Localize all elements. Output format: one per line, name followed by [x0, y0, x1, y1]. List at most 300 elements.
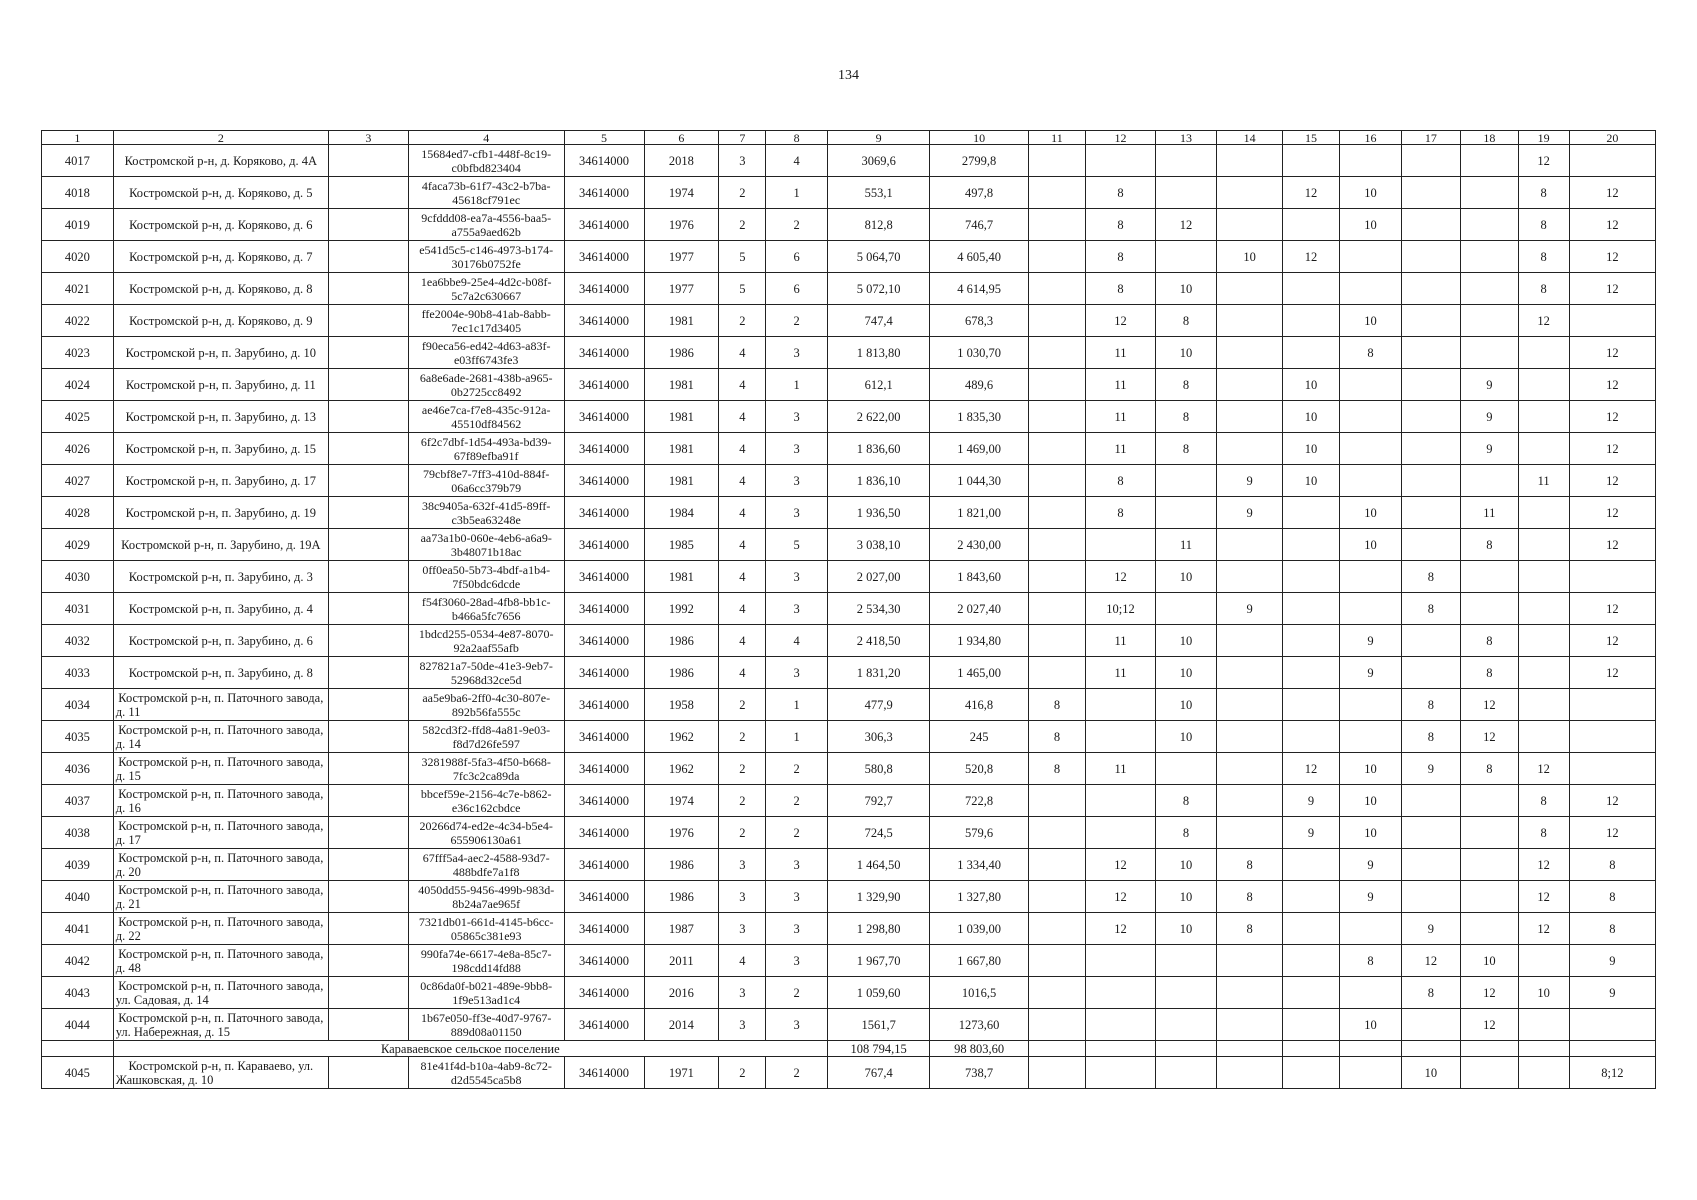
- year-cell: 1981: [644, 369, 719, 401]
- oktmo-cell: 34614000: [564, 881, 644, 913]
- guid-cell: ae46e7ca-f7e8-435c-912a-45510df84562: [408, 401, 564, 433]
- column-15-cell: [1282, 1057, 1339, 1089]
- column-12-cell: 11: [1086, 401, 1156, 433]
- column-7-cell: 4: [719, 945, 766, 977]
- column-19-cell: 10: [1518, 977, 1569, 1009]
- address-cell: Костромской р-н, д. Коряково, д. 5: [113, 177, 328, 209]
- column-header: 16: [1340, 131, 1401, 145]
- column-12-cell: [1086, 1057, 1156, 1089]
- column-16-cell: [1340, 401, 1401, 433]
- column-3-cell: [328, 881, 408, 913]
- column-17-cell: [1401, 337, 1460, 369]
- year-cell: 2018: [644, 145, 719, 177]
- year-cell: 1958: [644, 689, 719, 721]
- year-cell: 1985: [644, 529, 719, 561]
- living-area-cell: 722,8: [930, 785, 1028, 817]
- column-8-cell: 3: [766, 657, 827, 689]
- row-number: 4028: [42, 497, 114, 529]
- column-19-cell: [1518, 401, 1569, 433]
- row-number: 4039: [42, 849, 114, 881]
- column-20-cell: 12: [1569, 785, 1655, 817]
- column-15-cell: [1282, 945, 1339, 977]
- address-cell: Костромской р-н, п. Зарубино, д. 4: [113, 593, 328, 625]
- oktmo-cell: 34614000: [564, 561, 644, 593]
- column-8-cell: 3: [766, 401, 827, 433]
- empty-cell: [42, 1041, 114, 1057]
- living-area-cell: 245: [930, 721, 1028, 753]
- column-12-cell: 10;12: [1086, 593, 1156, 625]
- year-cell: 1977: [644, 241, 719, 273]
- column-11-cell: 8: [1028, 721, 1085, 753]
- total-area-cell: 553,1: [827, 177, 929, 209]
- column-12-cell: 11: [1086, 337, 1156, 369]
- column-13-cell: 8: [1155, 785, 1216, 817]
- column-11-cell: [1028, 913, 1085, 945]
- year-cell: 1986: [644, 657, 719, 689]
- column-17-cell: [1401, 497, 1460, 529]
- total-area-cell: 1 836,10: [827, 465, 929, 497]
- table-row: [42, 177, 1656, 209]
- column-16-cell: 8: [1340, 945, 1401, 977]
- oktmo-cell: 34614000: [564, 273, 644, 305]
- column-14-cell: [1217, 209, 1283, 241]
- guid-cell: 6f2c7dbf-1d54-493a-bd39-67f89efba91f: [408, 433, 564, 465]
- column-11-cell: [1028, 401, 1085, 433]
- column-8-cell: 4: [766, 145, 827, 177]
- guid-cell: e541d5c5-c146-4973-b174-30176b0752fe: [408, 241, 564, 273]
- column-3-cell: [328, 465, 408, 497]
- column-20-cell: 9: [1569, 977, 1655, 1009]
- column-13-cell: [1155, 1057, 1216, 1089]
- column-12-cell: 12: [1086, 913, 1156, 945]
- column-18-cell: [1461, 465, 1518, 497]
- column-12-cell: [1086, 817, 1156, 849]
- total-area-cell: 1 329,90: [827, 881, 929, 913]
- empty-cell: [1401, 1041, 1460, 1057]
- column-20-cell: 12: [1569, 529, 1655, 561]
- column-15-cell: [1282, 913, 1339, 945]
- column-17-cell: 8: [1401, 593, 1460, 625]
- column-16-cell: [1340, 977, 1401, 1009]
- column-header: 9: [827, 131, 929, 145]
- empty-cell: [1282, 1041, 1339, 1057]
- address-cell: Костромской р-н, д. Коряково, д. 9: [113, 305, 328, 337]
- oktmo-cell: 34614000: [564, 689, 644, 721]
- column-11-cell: [1028, 817, 1085, 849]
- row-number: 4035: [42, 721, 114, 753]
- column-8-cell: 3: [766, 593, 827, 625]
- column-7-cell: 2: [719, 305, 766, 337]
- living-area-cell: 497,8: [930, 177, 1028, 209]
- address-cell: Костромской р-н, п. Зарубино, д. 8: [113, 657, 328, 689]
- column-18-cell: 10: [1461, 945, 1518, 977]
- column-16-cell: 10: [1340, 305, 1401, 337]
- oktmo-cell: 34614000: [564, 657, 644, 689]
- column-20-cell: [1569, 305, 1655, 337]
- year-cell: 1986: [644, 881, 719, 913]
- total-area-cell: 1 836,60: [827, 433, 929, 465]
- column-14-cell: 8: [1217, 881, 1283, 913]
- column-20-cell: [1569, 753, 1655, 785]
- column-18-cell: [1461, 177, 1518, 209]
- column-11-cell: 8: [1028, 689, 1085, 721]
- oktmo-cell: 34614000: [564, 913, 644, 945]
- column-3-cell: [328, 369, 408, 401]
- table-row: [42, 785, 1656, 817]
- column-14-cell: 8: [1217, 849, 1283, 881]
- column-16-cell: [1340, 465, 1401, 497]
- living-area-cell: 1 843,60: [930, 561, 1028, 593]
- column-16-cell: 9: [1340, 881, 1401, 913]
- living-area-cell: 1 835,30: [930, 401, 1028, 433]
- living-area-cell: 1 334,40: [930, 849, 1028, 881]
- table-row: [42, 1057, 1656, 1089]
- guid-cell: f90eca56-ed42-4d63-a83f-e03ff6743fe3: [408, 337, 564, 369]
- table-row: [42, 529, 1656, 561]
- column-14-cell: [1217, 977, 1283, 1009]
- row-number: 4032: [42, 625, 114, 657]
- column-7-cell: 4: [719, 625, 766, 657]
- column-11-cell: [1028, 465, 1085, 497]
- guid-cell: 582cd3f2-ffd8-4a81-9e03-f8d7d26fe597: [408, 721, 564, 753]
- column-20-cell: [1569, 721, 1655, 753]
- column-17-cell: [1401, 401, 1460, 433]
- living-area-cell: 1 030,70: [930, 337, 1028, 369]
- row-number: 4038: [42, 817, 114, 849]
- living-area-cell: 1 934,80: [930, 625, 1028, 657]
- column-19-cell: [1518, 337, 1569, 369]
- column-19-cell: [1518, 721, 1569, 753]
- column-7-cell: 3: [719, 881, 766, 913]
- living-area-cell: 489,6: [930, 369, 1028, 401]
- address-cell: Костромской р-н, п. Паточного завода, д. 20: [113, 849, 328, 881]
- column-14-cell: [1217, 945, 1283, 977]
- column-3-cell: [328, 689, 408, 721]
- column-16-cell: 10: [1340, 209, 1401, 241]
- column-8-cell: 2: [766, 817, 827, 849]
- column-header: 18: [1461, 131, 1518, 145]
- column-13-cell: 8: [1155, 817, 1216, 849]
- column-8-cell: 1: [766, 369, 827, 401]
- column-19-cell: 12: [1518, 913, 1569, 945]
- oktmo-cell: 34614000: [564, 177, 644, 209]
- row-number: 4025: [42, 401, 114, 433]
- table-row: [42, 913, 1656, 945]
- column-14-cell: [1217, 657, 1283, 689]
- column-14-cell: [1217, 689, 1283, 721]
- column-18-cell: 12: [1461, 977, 1518, 1009]
- oktmo-cell: 34614000: [564, 1009, 644, 1041]
- address-cell: Костромской р-н, п. Паточного завода, д. 21: [113, 881, 328, 913]
- column-16-cell: 10: [1340, 177, 1401, 209]
- column-18-cell: 8: [1461, 753, 1518, 785]
- column-19-cell: 11: [1518, 465, 1569, 497]
- column-3-cell: [328, 177, 408, 209]
- table-row: [42, 273, 1656, 305]
- column-15-cell: [1282, 1009, 1339, 1041]
- living-area-cell: 416,8: [930, 689, 1028, 721]
- column-15-cell: [1282, 625, 1339, 657]
- address-cell: Костромской р-н, п. Паточного завода, ул. Набережная, д. 15: [113, 1009, 328, 1041]
- table-row: [42, 561, 1656, 593]
- year-cell: 1986: [644, 849, 719, 881]
- row-number: 4034: [42, 689, 114, 721]
- column-13-cell: 10: [1155, 657, 1216, 689]
- column-14-cell: [1217, 529, 1283, 561]
- column-14-cell: [1217, 1057, 1283, 1089]
- column-14-cell: 9: [1217, 497, 1283, 529]
- guid-cell: 3281988f-5fa3-4f50-b668-7fc3c2ca89da: [408, 753, 564, 785]
- total-area-cell: 1 464,50: [827, 849, 929, 881]
- empty-cell: [1086, 1041, 1156, 1057]
- guid-cell: 7321db01-661d-4145-b6cc-05865c381e93: [408, 913, 564, 945]
- total-area-cell: 2 027,00: [827, 561, 929, 593]
- column-3-cell: [328, 337, 408, 369]
- living-area-cell: 1 044,30: [930, 465, 1028, 497]
- column-12-cell: 11: [1086, 625, 1156, 657]
- column-8-cell: 3: [766, 561, 827, 593]
- living-area-cell: 520,8: [930, 753, 1028, 785]
- column-20-cell: 12: [1569, 497, 1655, 529]
- total-area-cell: 724,5: [827, 817, 929, 849]
- year-cell: 1986: [644, 625, 719, 657]
- guid-cell: f54f3060-28ad-4fb8-bb1c-b466a5fc7656: [408, 593, 564, 625]
- column-15-cell: [1282, 145, 1339, 177]
- column-13-cell: 10: [1155, 881, 1216, 913]
- total-area-cell: 5 064,70: [827, 241, 929, 273]
- column-11-cell: [1028, 1009, 1085, 1041]
- column-14-cell: [1217, 785, 1283, 817]
- row-number: 4043: [42, 977, 114, 1009]
- column-17-cell: [1401, 369, 1460, 401]
- column-18-cell: 8: [1461, 529, 1518, 561]
- column-17-cell: [1401, 1009, 1460, 1041]
- total-area-cell: 2 418,50: [827, 625, 929, 657]
- column-14-cell: [1217, 433, 1283, 465]
- column-15-cell: [1282, 337, 1339, 369]
- oktmo-cell: 34614000: [564, 977, 644, 1009]
- column-7-cell: 5: [719, 241, 766, 273]
- settlement-total-area: 108 794,15: [827, 1041, 929, 1057]
- column-17-cell: 8: [1401, 561, 1460, 593]
- column-11-cell: [1028, 337, 1085, 369]
- column-14-cell: [1217, 561, 1283, 593]
- living-area-cell: 579,6: [930, 817, 1028, 849]
- column-3-cell: [328, 593, 408, 625]
- address-cell: Костромской р-н, п. Паточного завода, д. 16: [113, 785, 328, 817]
- guid-cell: 20266d74-ed2e-4c34-b5e4-655906130a61: [408, 817, 564, 849]
- column-13-cell: 10: [1155, 913, 1216, 945]
- column-20-cell: 8;12: [1569, 1057, 1655, 1089]
- column-15-cell: [1282, 561, 1339, 593]
- column-14-cell: [1217, 721, 1283, 753]
- column-16-cell: [1340, 561, 1401, 593]
- column-3-cell: [328, 625, 408, 657]
- column-header: 14: [1217, 131, 1283, 145]
- address-cell: Костромской р-н, п. Паточного завода, д. 48: [113, 945, 328, 977]
- column-15-cell: [1282, 689, 1339, 721]
- column-8-cell: 2: [766, 209, 827, 241]
- guid-cell: 4050dd55-9456-499b-983d-8b24a7ae965f: [408, 881, 564, 913]
- row-number: 4027: [42, 465, 114, 497]
- table-row: [42, 657, 1656, 689]
- column-17-cell: [1401, 209, 1460, 241]
- settlement-living-area: 98 803,60: [930, 1041, 1028, 1057]
- table-row: [42, 977, 1656, 1009]
- column-header: 10: [930, 131, 1028, 145]
- year-cell: 1981: [644, 561, 719, 593]
- oktmo-cell: 34614000: [564, 721, 644, 753]
- column-11-cell: [1028, 785, 1085, 817]
- oktmo-cell: 34614000: [564, 529, 644, 561]
- year-cell: 1974: [644, 177, 719, 209]
- living-area-cell: 4 614,95: [930, 273, 1028, 305]
- column-14-cell: [1217, 369, 1283, 401]
- living-area-cell: 1 469,00: [930, 433, 1028, 465]
- column-13-cell: [1155, 497, 1216, 529]
- column-3-cell: [328, 657, 408, 689]
- column-19-cell: [1518, 625, 1569, 657]
- column-19-cell: [1518, 561, 1569, 593]
- column-15-cell: 10: [1282, 433, 1339, 465]
- year-cell: 1977: [644, 273, 719, 305]
- year-cell: 1962: [644, 753, 719, 785]
- column-11-cell: 8: [1028, 753, 1085, 785]
- table-row: [42, 689, 1656, 721]
- oktmo-cell: 34614000: [564, 753, 644, 785]
- column-15-cell: [1282, 881, 1339, 913]
- column-13-cell: [1155, 177, 1216, 209]
- living-area-cell: 2 027,40: [930, 593, 1028, 625]
- column-16-cell: 9: [1340, 625, 1401, 657]
- column-header: 8: [766, 131, 827, 145]
- living-area-cell: 4 605,40: [930, 241, 1028, 273]
- address-cell: Костромской р-н, п. Зарубино, д. 15: [113, 433, 328, 465]
- column-18-cell: [1461, 145, 1518, 177]
- column-7-cell: 4: [719, 561, 766, 593]
- column-19-cell: 12: [1518, 145, 1569, 177]
- column-3-cell: [328, 145, 408, 177]
- total-area-cell: 477,9: [827, 689, 929, 721]
- address-cell: Костромской р-н, п. Зарубино, д. 6: [113, 625, 328, 657]
- settlement-label: Караваевское сельское поселение: [113, 1041, 827, 1057]
- column-11-cell: [1028, 433, 1085, 465]
- column-8-cell: 3: [766, 881, 827, 913]
- column-18-cell: [1461, 209, 1518, 241]
- total-area-cell: 306,3: [827, 721, 929, 753]
- table-row: [42, 401, 1656, 433]
- total-area-cell: 767,4: [827, 1057, 929, 1089]
- column-14-cell: [1217, 753, 1283, 785]
- column-12-cell: 8: [1086, 177, 1156, 209]
- column-17-cell: [1401, 849, 1460, 881]
- column-20-cell: 8: [1569, 881, 1655, 913]
- column-12-cell: [1086, 1009, 1156, 1041]
- column-3-cell: [328, 209, 408, 241]
- column-header: 20: [1569, 131, 1655, 145]
- column-13-cell: [1155, 753, 1216, 785]
- column-7-cell: 4: [719, 657, 766, 689]
- column-16-cell: 10: [1340, 817, 1401, 849]
- year-cell: 1984: [644, 497, 719, 529]
- column-7-cell: 3: [719, 145, 766, 177]
- column-17-cell: [1401, 241, 1460, 273]
- row-number: 4022: [42, 305, 114, 337]
- row-number: 4041: [42, 913, 114, 945]
- column-7-cell: 4: [719, 465, 766, 497]
- column-17-cell: 10: [1401, 1057, 1460, 1089]
- row-number: 4024: [42, 369, 114, 401]
- address-cell: Костромской р-н, п. Паточного завода, д. 17: [113, 817, 328, 849]
- table-row: [42, 465, 1656, 497]
- column-12-cell: 11: [1086, 753, 1156, 785]
- column-12-cell: 12: [1086, 561, 1156, 593]
- column-20-cell: 12: [1569, 817, 1655, 849]
- column-11-cell: [1028, 657, 1085, 689]
- column-header: 15: [1282, 131, 1339, 145]
- column-3-cell: [328, 945, 408, 977]
- column-3-cell: [328, 241, 408, 273]
- column-7-cell: 2: [719, 753, 766, 785]
- column-16-cell: [1340, 241, 1401, 273]
- column-7-cell: 3: [719, 977, 766, 1009]
- row-number: 4026: [42, 433, 114, 465]
- column-17-cell: [1401, 465, 1460, 497]
- column-14-cell: [1217, 1009, 1283, 1041]
- column-13-cell: [1155, 145, 1216, 177]
- column-17-cell: [1401, 529, 1460, 561]
- column-3-cell: [328, 1057, 408, 1089]
- column-12-cell: 8: [1086, 209, 1156, 241]
- column-17-cell: 9: [1401, 913, 1460, 945]
- column-8-cell: 2: [766, 785, 827, 817]
- column-18-cell: [1461, 817, 1518, 849]
- column-12-cell: [1086, 529, 1156, 561]
- column-15-cell: [1282, 849, 1339, 881]
- column-8-cell: 3: [766, 337, 827, 369]
- column-15-cell: 10: [1282, 465, 1339, 497]
- living-area-cell: 1 821,00: [930, 497, 1028, 529]
- year-cell: 1981: [644, 401, 719, 433]
- column-20-cell: 8: [1569, 913, 1655, 945]
- living-area-cell: 678,3: [930, 305, 1028, 337]
- total-area-cell: 812,8: [827, 209, 929, 241]
- column-header: 5: [564, 131, 644, 145]
- column-3-cell: [328, 433, 408, 465]
- column-7-cell: 5: [719, 273, 766, 305]
- column-20-cell: [1569, 689, 1655, 721]
- column-18-cell: 9: [1461, 433, 1518, 465]
- column-3-cell: [328, 753, 408, 785]
- row-number: 4044: [42, 1009, 114, 1041]
- oktmo-cell: 34614000: [564, 817, 644, 849]
- empty-cell: [1155, 1041, 1216, 1057]
- column-11-cell: [1028, 177, 1085, 209]
- total-area-cell: 792,7: [827, 785, 929, 817]
- column-number-header: [42, 131, 1656, 145]
- total-area-cell: 2 622,00: [827, 401, 929, 433]
- column-12-cell: 8: [1086, 497, 1156, 529]
- row-number: 4042: [42, 945, 114, 977]
- column-12-cell: 8: [1086, 273, 1156, 305]
- address-cell: Костромской р-н, п. Караваево, ул. Жашковская, д. 10: [113, 1057, 328, 1089]
- oktmo-cell: 34614000: [564, 305, 644, 337]
- column-15-cell: 12: [1282, 753, 1339, 785]
- total-area-cell: 2 534,30: [827, 593, 929, 625]
- column-20-cell: 12: [1569, 337, 1655, 369]
- column-13-cell: 8: [1155, 433, 1216, 465]
- column-20-cell: 12: [1569, 593, 1655, 625]
